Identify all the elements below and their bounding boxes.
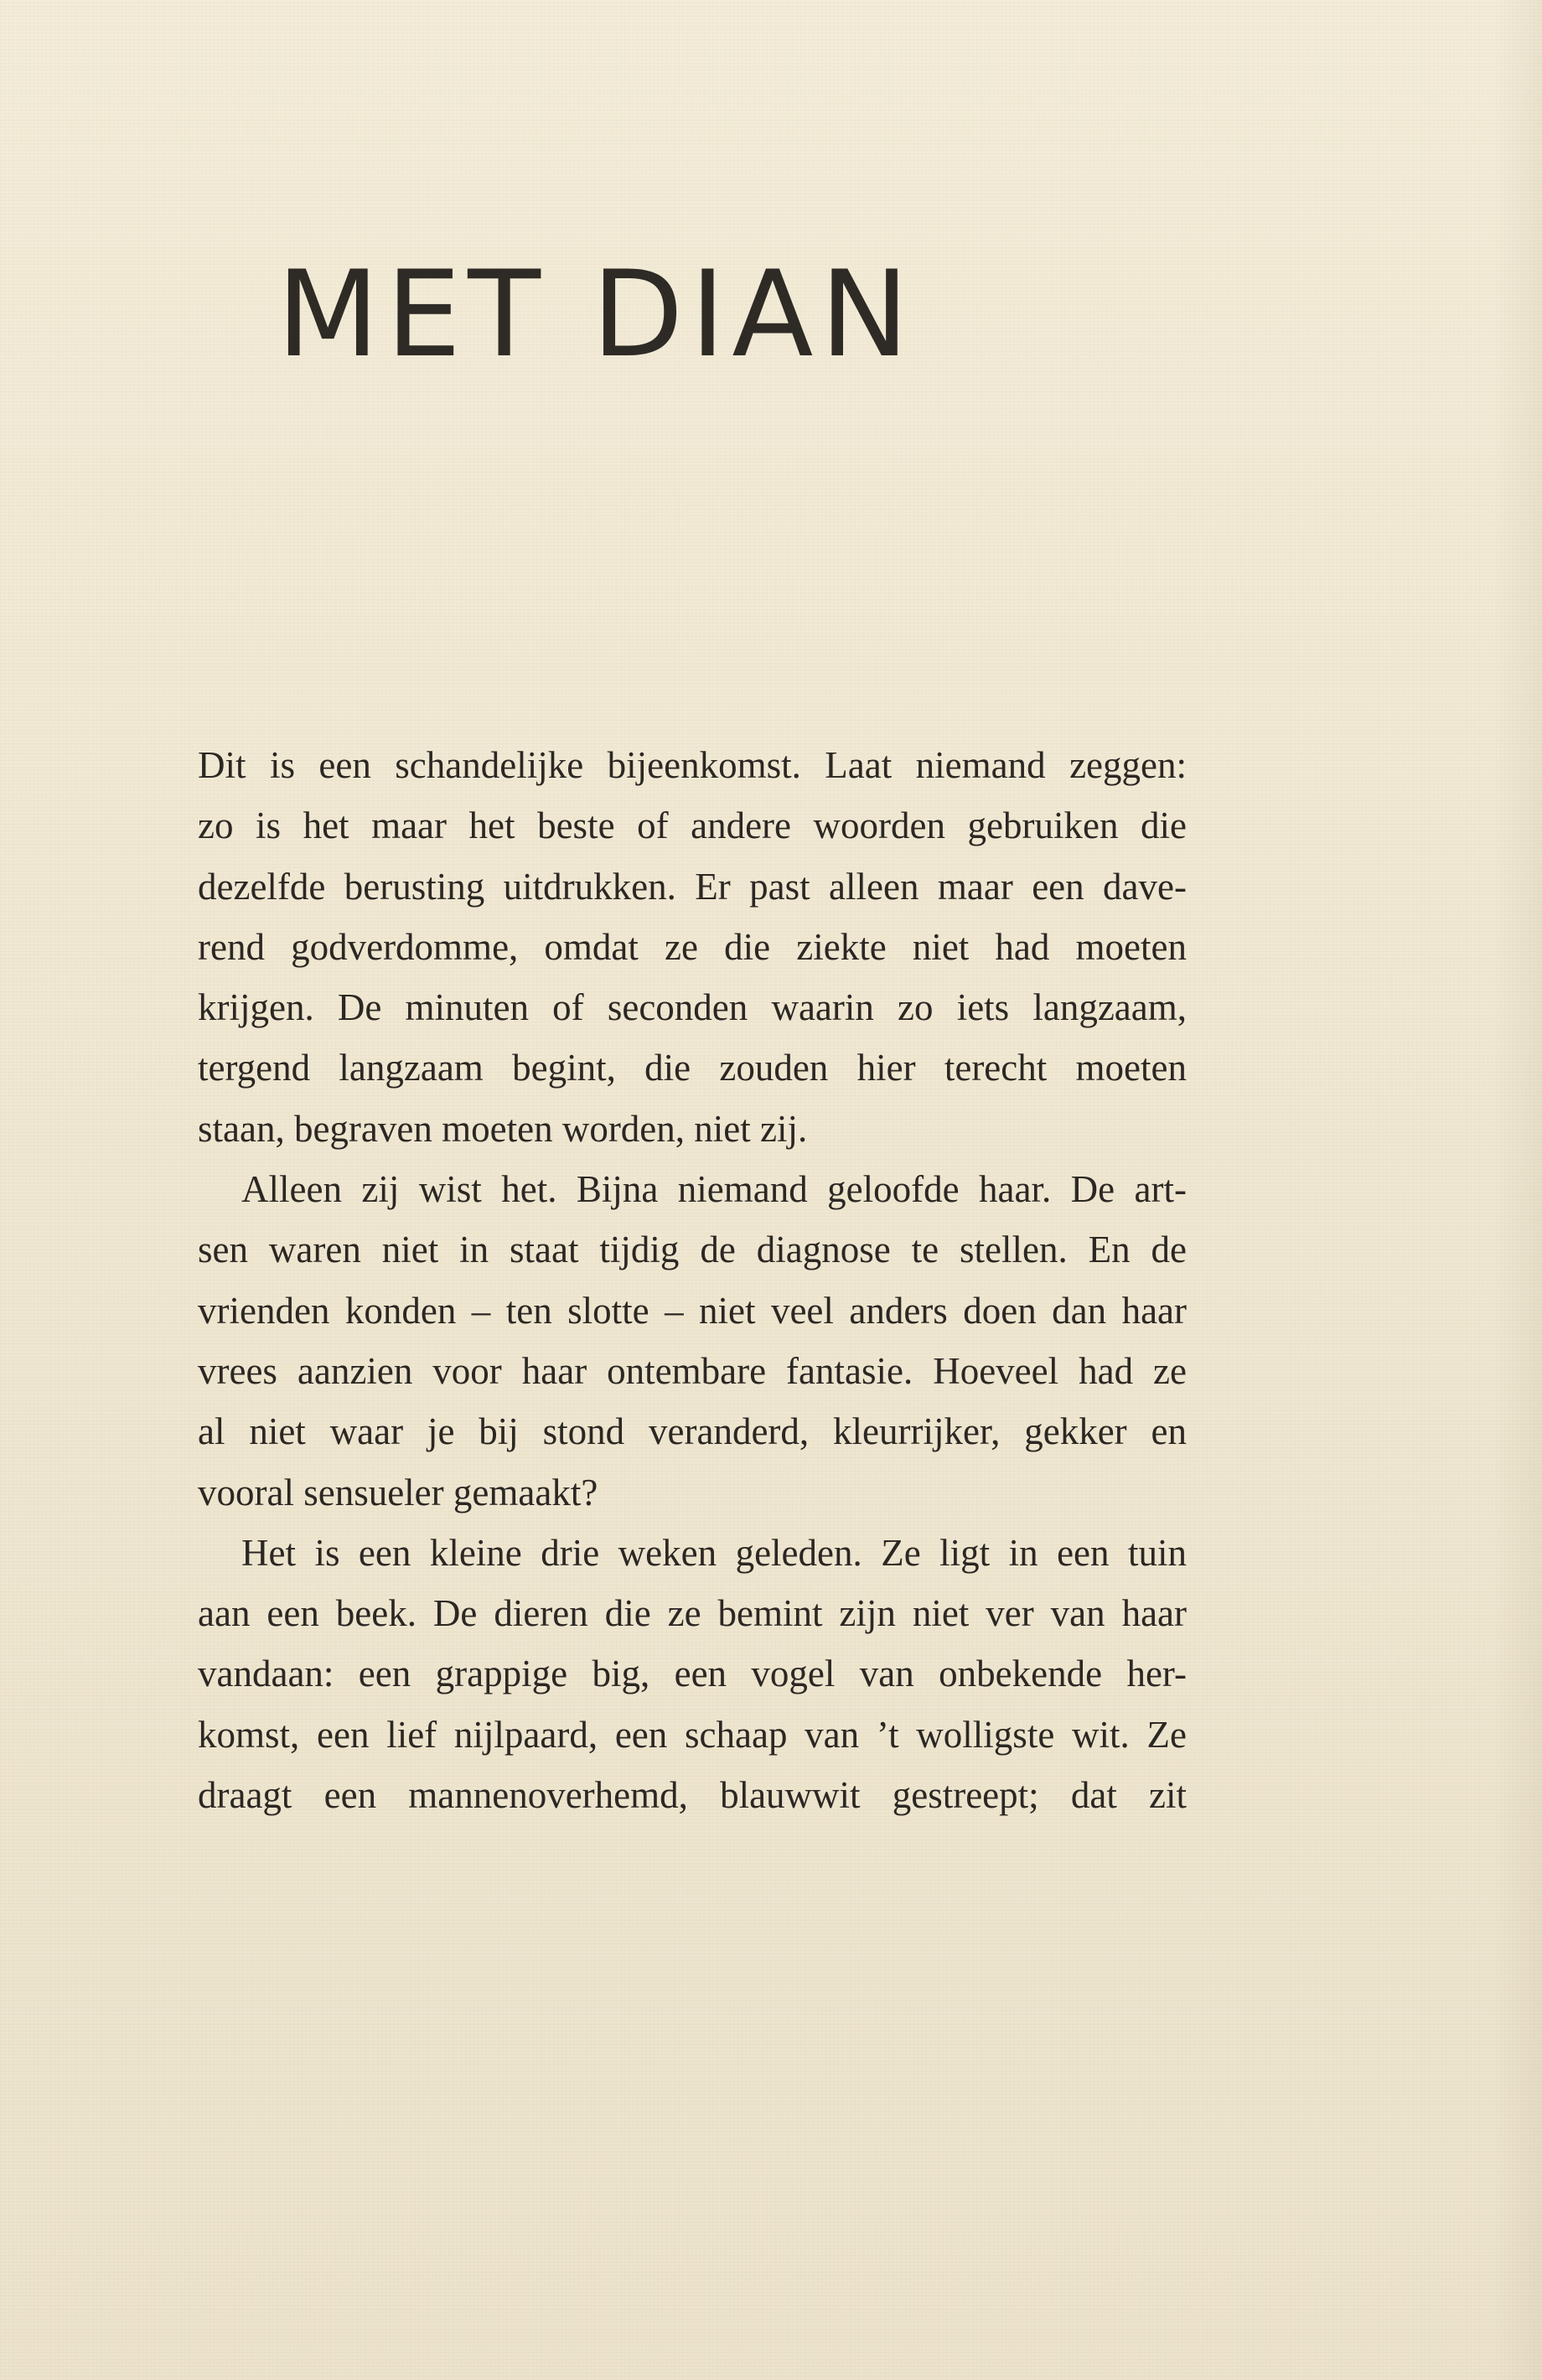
text-line: vooral sensueler gemaakt? bbox=[198, 1471, 598, 1513]
text-line: Dit is een schandelijke bijeenkomst. Laat niemand zeggen: bbox=[198, 744, 1187, 786]
body-text bbox=[198, 735, 1187, 1825]
text-line: tergend langzaam begint, die zouden hier terecht moeten bbox=[198, 1047, 1187, 1089]
text-line: zo is het maar het beste of andere woorden gebruiken die bbox=[198, 805, 1187, 847]
text-line: vandaan: een grappige big, een vogel van onbekende her- bbox=[198, 1653, 1187, 1695]
text-line: Het is een kleine drie weken geleden. Ze ligt in een tuin bbox=[241, 1531, 1187, 1574]
text-line: staan, begraven moeten worden, niet zij. bbox=[198, 1107, 808, 1150]
page-title: MET DIAN bbox=[277, 246, 916, 384]
text-line: draagt een mannenoverhemd, blauwwit gestreept; dat zit bbox=[198, 1774, 1187, 1817]
text-line: dezelfde berusting uitdrukken. Er past alleen maar een dave- bbox=[198, 865, 1187, 908]
text-line: vrienden konden – ten slotte – niet veel anders doen dan haar bbox=[198, 1289, 1187, 1332]
text-line: al niet waar je bij stond veranderd, kleurrijker, gekker en bbox=[198, 1410, 1187, 1453]
text-line: sen waren niet in staat tijdig de diagnose te stellen. En de bbox=[198, 1229, 1187, 1271]
text-line: aan een beek. De dieren die ze bemint zijn niet ver van haar bbox=[198, 1592, 1187, 1635]
text-line: krijgen. De minuten of seconden waarin zo iets langzaam, bbox=[198, 986, 1187, 1029]
text-line: vrees aanzien voor haar ontembare fantasie. Hoeveel had ze bbox=[198, 1349, 1187, 1392]
text-line: komst, een lief nijlpaard, een schaap van ’t wolligste wit. Ze bbox=[198, 1713, 1187, 1756]
text-line: Alleen zij wist het. Bijna niemand geloofde haar. De art- bbox=[241, 1168, 1187, 1211]
text-line: rend godverdomme, omdat ze die ziekte niet had moeten bbox=[198, 925, 1187, 968]
